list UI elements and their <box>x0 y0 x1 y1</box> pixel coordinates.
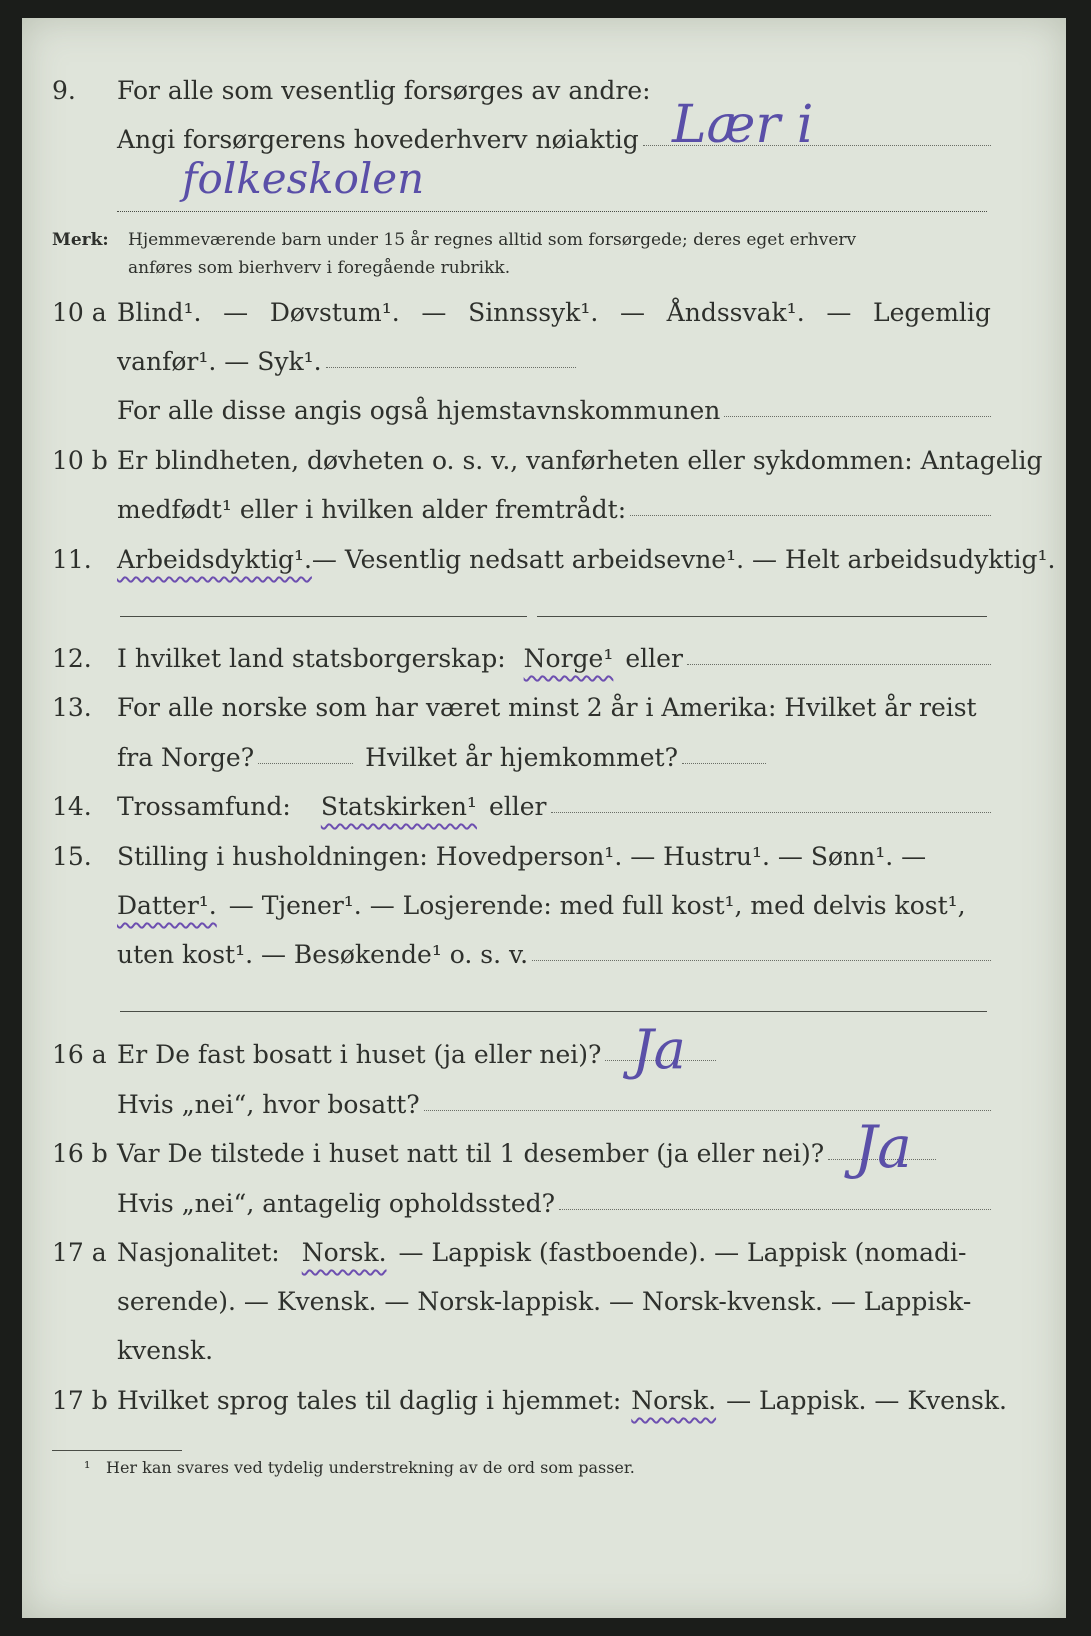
merk-text2: anføres som bierhverv i foregående rubrikk. <box>128 258 511 278</box>
q13-line2 <box>22 743 1066 777</box>
q17b-text: Hvilket sprog tales til daglig i hjemmet: <box>117 1386 622 1415</box>
footnote-text: Her kan svares ved tydelig understrekning av de ord som passer. <box>106 1458 635 1477</box>
q13-number: 13. <box>52 693 92 722</box>
q16a-text1: Er De fast bosatt i huset (ja eller nei)? <box>117 1040 602 1069</box>
q17a-text: Nasjonalitet: <box>117 1238 280 1267</box>
q10a-number: 10 a <box>52 298 107 327</box>
q14-opt-statskirken[interactable]: Statskirken¹ <box>320 792 477 821</box>
q10a-opt-sinnssyk[interactable]: Sinnssyk¹. <box>468 298 599 327</box>
q16a-line1 <box>22 1018 1066 1081</box>
q17a-line3 <box>22 1336 1066 1370</box>
q16b-line2 <box>22 1189 1066 1223</box>
footnote <box>22 1458 1066 1480</box>
q9-line3 <box>22 154 1066 208</box>
q10a-opt-blind[interactable]: Blind¹. <box>117 298 202 327</box>
q12-text: I hvilket land statsborgerskap: <box>117 644 506 673</box>
q10a-line3 <box>22 396 1066 430</box>
q10a-line2 <box>22 347 1066 381</box>
q17a-line2 <box>22 1287 1066 1321</box>
q10a-line1: 10 a Blind¹. — Døvstum¹. — Sinnssyk¹. — Åndssvak¹. — Legemlig <box>52 298 991 327</box>
q16a-number: 16 a <box>52 1040 107 1069</box>
q10b-line2 <box>22 495 1066 529</box>
q9-number: 9. <box>52 76 76 105</box>
q11-line <box>22 545 1066 579</box>
q12-eller: eller <box>625 644 683 673</box>
q10b-text2: medfødt¹ eller i hvilken alder fremtrådt: <box>117 495 627 524</box>
q15-number: 15. <box>52 842 92 871</box>
q9-text2: Angi forsørgerens hovederhverv nøiaktig <box>117 125 639 154</box>
q17a-number: 17 a <box>52 1238 107 1267</box>
q11-rest: — Vesentlig nedsatt arbeidsevne¹. — Helt arbeidsudyktig¹. <box>311 545 1056 574</box>
q11-opt-arbeidsdyktig[interactable]: Arbeidsdyktig¹. <box>117 545 312 574</box>
q15-text3: uten kost¹. — Besøkende¹ o. s. v. <box>117 940 529 969</box>
q10a-opt-legemlig[interactable]: Legemlig <box>873 298 991 327</box>
q9-text1: For alle som vesentlig forsørges av andre: <box>117 76 651 105</box>
q16b-number: 16 b <box>52 1139 108 1168</box>
q10a-opt-andssvak[interactable]: Åndssvak¹. <box>666 298 805 327</box>
q17a-text2: serende). — Kvensk. — Norsk-lappisk. — Norsk-kvensk. — Lappisk- <box>117 1287 972 1316</box>
merk-label: Merk: <box>52 230 109 250</box>
q15-opt-datter[interactable]: Datter¹. <box>117 891 217 920</box>
q16b-text2: Hvis „nei“, antagelig opholdssted? <box>117 1189 556 1218</box>
q16b-line1 <box>22 1113 1066 1181</box>
q17a-opt-norsk[interactable]: Norsk. <box>301 1238 387 1267</box>
census-form-page <box>22 18 1066 1618</box>
q13-line1 <box>22 693 1066 727</box>
q10a-text2: vanfør¹. — Syk¹. <box>117 347 322 376</box>
q10b-text1: Er blindheten, døvheten o. s. v., vanførheten eller sykdommen: Antagelig <box>117 446 1043 475</box>
footnote-mark: ¹ <box>84 1458 91 1477</box>
q10a-text3: For alle disse angis også hjemstavnskommunen <box>117 396 721 425</box>
q15-text1: Stilling i husholdningen: Hovedperson¹. — Hustru¹. — Sønn¹. — <box>117 842 927 871</box>
q14-eller: eller <box>488 792 547 821</box>
q11-line-left <box>120 616 527 617</box>
q11-number: 11. <box>52 545 92 574</box>
merk-line1 <box>22 230 1066 254</box>
q12-opt-norge[interactable]: Norge¹ <box>523 644 614 673</box>
q17a-text3: kvensk. <box>117 1336 214 1365</box>
q13-text1: For alle norske som har været minst 2 år i Amerika: Hvilket år reist <box>117 693 977 722</box>
q10b-number: 10 b <box>52 446 108 475</box>
q17b-line <box>22 1386 1066 1420</box>
merk-line2 <box>22 258 1066 282</box>
q16b-answer[interactable]: Ja <box>854 1113 912 1181</box>
q12-number: 12. <box>52 644 92 673</box>
q16a-text2: Hvis „nei“, hvor bosatt? <box>117 1090 420 1119</box>
q17b-number: 17 b <box>52 1386 108 1415</box>
q9-answer-line <box>117 211 987 212</box>
merk-text1: Hjemmeværende barn under 15 år regnes alltid som forsørgede; deres eget erhverv <box>128 230 857 250</box>
q15-line3 <box>22 940 1066 974</box>
q17b-opt-norsk[interactable]: Norsk. <box>631 1386 717 1415</box>
q17b-rest: — Lappisk. — Kvensk. <box>726 1386 1007 1415</box>
q16b-text1: Var De tilstede i huset natt til 1 desember (ja eller nei)? <box>117 1139 825 1168</box>
q15-text2: — Tjener¹. — Losjerende: med full kost¹, med delvis kost¹, <box>228 891 966 920</box>
q15-answer-line <box>120 1011 987 1012</box>
q14-number: 14. <box>52 792 92 821</box>
q15-line2 <box>22 891 1066 925</box>
q9-answer1[interactable]: Lær i <box>672 95 814 155</box>
q12-line <box>22 644 1066 678</box>
q14-text: Trossamfund: <box>117 792 291 821</box>
q13-text2a: fra Norge? <box>117 743 255 772</box>
q11-line-right <box>537 616 987 617</box>
q14-line <box>22 792 1066 826</box>
q9-answer2[interactable]: folkeskolen <box>182 154 425 203</box>
q17a-line1 <box>22 1238 1066 1272</box>
q16a-answer[interactable]: Ja <box>632 1018 686 1081</box>
q15-line1 <box>22 842 1066 876</box>
q10a-opt-dovstum[interactable]: Døvstum¹. <box>269 298 400 327</box>
q10b-line1 <box>22 446 1066 480</box>
q17a-text1rest: — Lappisk (fastboende). — Lappisk (nomadi- <box>398 1238 967 1267</box>
q13-text2b: Hvilket år hjemkommet? <box>365 743 679 772</box>
q9-line1 <box>22 76 1066 110</box>
footnote-rule <box>52 1450 182 1451</box>
q9-line2 <box>22 95 1066 159</box>
